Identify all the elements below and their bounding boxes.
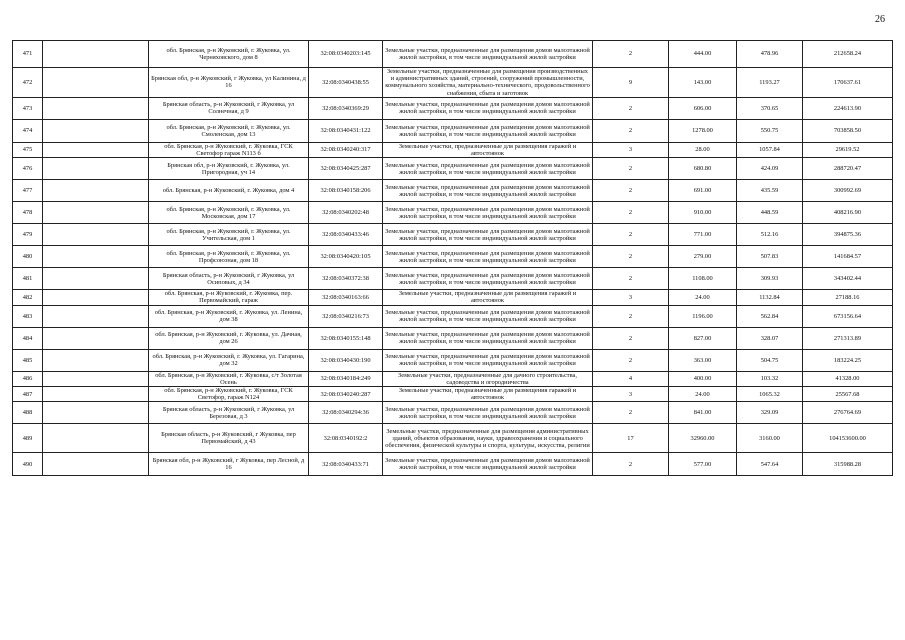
land-use-cell: Земельные участки, предназначенные для размещения домов малоэтажной жилой застройки, в том числе индивидуальной жилой застройки: [383, 246, 593, 268]
cadastral-number-cell: 32:08:0340240:317: [309, 142, 383, 157]
address-cell: обл. Брянская, р-н Жуковский, г. Жуковка, ул. Смоленская, дом 13: [149, 119, 309, 142]
blank-cell: [43, 180, 149, 202]
row-number-cell: 475: [13, 142, 43, 157]
cadastral-number-cell: 32:08:0340420:105: [309, 246, 383, 268]
cadastral-number-cell: 32:08:0340203:145: [309, 41, 383, 68]
cadastral-number-cell: 32:08:0340192:2: [309, 424, 383, 453]
specific-value-cell: 1057.84: [737, 142, 803, 157]
address-cell: обл. Брянская, р-н Жуковский, г. Жуковка, дом 4: [149, 180, 309, 202]
blank-cell: [43, 41, 149, 68]
area-cell: 143.00: [669, 68, 737, 98]
cadastral-number-cell: 32:08:0340158:206: [309, 180, 383, 202]
group-cell: 2: [593, 158, 669, 180]
group-cell: 2: [593, 246, 669, 268]
land-use-cell: Земельные участки, предназначенные для размещения гаражей и автостоянок: [383, 387, 593, 402]
row-number-cell: 483: [13, 305, 43, 327]
table-row: [13, 371, 893, 386]
group-cell: 4: [593, 371, 669, 386]
land-use-cell: Земельные участки, предназначенные для размещения производственных и административных зданий, строений, сооружений промышленности, коммунального хозяйства, материально-технического, продовольственного снабжения, сбыта и заготовок: [383, 68, 593, 98]
group-cell: 2: [593, 453, 669, 476]
table-row: [13, 402, 893, 424]
table-row: [13, 305, 893, 327]
area-cell: 28.00: [669, 142, 737, 157]
blank-cell: [43, 158, 149, 180]
group-cell: 3: [593, 290, 669, 305]
blank-cell: [43, 305, 149, 327]
group-cell: 2: [593, 268, 669, 290]
blank-cell: [43, 268, 149, 290]
row-number-cell: 484: [13, 327, 43, 349]
table-row: [13, 119, 893, 142]
row-number-cell: 474: [13, 119, 43, 142]
address-cell: Брянская область, р-н Жуковский, г Жуковка, ул Березовая, д 3: [149, 402, 309, 424]
land-use-cell: Земельные участки, предназначенные для размещения домов малоэтажной жилой застройки, в том числе индивидуальной жилой застройки: [383, 224, 593, 246]
cadastral-value-cell: 408216.90: [803, 202, 893, 224]
specific-value-cell: 309.93: [737, 268, 803, 290]
cadastral-value-cell: 271313.89: [803, 327, 893, 349]
land-use-cell: Земельные участки, предназначенные для размещения домов малоэтажной жилой застройки, в том числе индивидуальной жилой застройки: [383, 453, 593, 476]
specific-value-cell: 550.75: [737, 119, 803, 142]
area-cell: 1108.00: [669, 268, 737, 290]
address-cell: обл. Брянская, р-н Жуковский, г. Жуковка, пер. Первомайский, гараж: [149, 290, 309, 305]
blank-cell: [43, 246, 149, 268]
group-cell: 9: [593, 68, 669, 98]
address-cell: Брянская обл, р-н Жуковский, г. Жуковка, ул. Пригородная, уч 14: [149, 158, 309, 180]
blank-cell: [43, 290, 149, 305]
group-cell: 2: [593, 119, 669, 142]
table-row: [13, 453, 893, 476]
address-cell: обл. Брянская, р-н Жуковский, г. Жуковка, ул. Дачная, дом 26: [149, 327, 309, 349]
blank-cell: [43, 119, 149, 142]
land-use-cell: Земельные участки, предназначенные для размещения домов малоэтажной жилой застройки, в том числе индивидуальной жилой застройки: [383, 349, 593, 371]
row-number-cell: 485: [13, 349, 43, 371]
table-row: [13, 387, 893, 402]
specific-value-cell: 435.59: [737, 180, 803, 202]
cadastral-number-cell: 32:08:0340216:73: [309, 305, 383, 327]
table-row: [13, 290, 893, 305]
cadastral-number-cell: 32:08:0340184:249: [309, 371, 383, 386]
table-row: [13, 424, 893, 453]
cadastral-value-cell: 224613.90: [803, 97, 893, 119]
row-number-cell: 471: [13, 41, 43, 68]
cadastral-value-cell: 170637.61: [803, 68, 893, 98]
specific-value-cell: 1065.32: [737, 387, 803, 402]
cadastral-number-cell: 32:08:0340294:36: [309, 402, 383, 424]
cadastral-number-cell: 32:08:0340155:148: [309, 327, 383, 349]
land-use-cell: Земельные участки, предназначенные для размещения гаражей и автостоянок: [383, 142, 593, 157]
blank-cell: [43, 387, 149, 402]
blank-cell: [43, 202, 149, 224]
cadastral-value-cell: 212658.24: [803, 41, 893, 68]
cadastral-number-cell: 32:08:0340438:55: [309, 68, 383, 98]
area-cell: 24.00: [669, 387, 737, 402]
table-row: [13, 158, 893, 180]
blank-cell: [43, 371, 149, 386]
cadastral-number-cell: 32:08:0340163:66: [309, 290, 383, 305]
blank-cell: [43, 327, 149, 349]
address-cell: обл. Брянская, р-н Жуковский, г. Жуковка, ГСК Светофор, гараж N124: [149, 387, 309, 402]
area-cell: 606.00: [669, 97, 737, 119]
land-use-cell: Земельные участки, предназначенные для размещения гаражей и автостоянок: [383, 290, 593, 305]
address-cell: обл. Брянская, р-н Жуковский, г. Жуковка, ул. Московская, дом 17: [149, 202, 309, 224]
land-use-cell: Земельные участки, предназначенные для дачного строительства, садоводства и огородничества: [383, 371, 593, 386]
address-cell: Брянская область, р-н Жуковский, г Жуковка, ул Солнечная, д 9: [149, 97, 309, 119]
specific-value-cell: 103.32: [737, 371, 803, 386]
area-cell: 24.00: [669, 290, 737, 305]
specific-value-cell: 504.75: [737, 349, 803, 371]
row-number-cell: 490: [13, 453, 43, 476]
cadastral-value-cell: 25567.68: [803, 387, 893, 402]
table-row: [13, 224, 893, 246]
cadastral-value-cell: 673156.64: [803, 305, 893, 327]
address-cell: Брянская обл, р-н Жуковский, г Жуковка, ул Калинина, д 16: [149, 68, 309, 98]
address-cell: обл. Брянская, р-н Жуковский, г. Жуковка, ул. Учительская, дом 1: [149, 224, 309, 246]
table-row: [13, 268, 893, 290]
address-cell: обл. Брянская, р-н Жуковский, г. Жуковка, ул. Черняховского, дом 8: [149, 41, 309, 68]
specific-value-cell: 1193.27: [737, 68, 803, 98]
land-use-cell: Земельные участки, предназначенные для размещения домов малоэтажной жилой застройки, в том числе индивидуальной жилой застройки: [383, 305, 593, 327]
land-use-cell: Земельные участки, предназначенные для размещения домов малоэтажной жилой застройки, в том числе индивидуальной жилой застройки: [383, 158, 593, 180]
area-cell: 1278.00: [669, 119, 737, 142]
specific-value-cell: 328.07: [737, 327, 803, 349]
blank-cell: [43, 349, 149, 371]
table-row: [13, 246, 893, 268]
specific-value-cell: 3160.00: [737, 424, 803, 453]
row-number-cell: 482: [13, 290, 43, 305]
page-number: 26: [875, 14, 885, 25]
cadastral-number-cell: 32:08:0340425:287: [309, 158, 383, 180]
group-cell: 2: [593, 402, 669, 424]
cadastral-value-cell: 276764.69: [803, 402, 893, 424]
specific-value-cell: 329.09: [737, 402, 803, 424]
group-cell: 2: [593, 180, 669, 202]
row-number-cell: 481: [13, 268, 43, 290]
row-number-cell: 487: [13, 387, 43, 402]
area-cell: 771.00: [669, 224, 737, 246]
table-row: [13, 97, 893, 119]
cadastral-value-cell: 300992.69: [803, 180, 893, 202]
address-cell: Брянская область, р-н Жуковский, г Жуковка, ул Осиповых, д 34: [149, 268, 309, 290]
area-cell: 1196.00: [669, 305, 737, 327]
table-row: [13, 327, 893, 349]
group-cell: 17: [593, 424, 669, 453]
cadastral-number-cell: 32:08:0340202:48: [309, 202, 383, 224]
cadastral-value-cell: 315988.28: [803, 453, 893, 476]
table-row: [13, 180, 893, 202]
table-row: [13, 349, 893, 371]
address-cell: Брянская область, р-н Жуковский, г Жуковка, пер Первомайский, д 43: [149, 424, 309, 453]
specific-value-cell: 507.83: [737, 246, 803, 268]
area-cell: 827.00: [669, 327, 737, 349]
cadastral-value-cell: 104153600.00: [803, 424, 893, 453]
specific-value-cell: 512.16: [737, 224, 803, 246]
row-number-cell: 473: [13, 97, 43, 119]
table-row: [13, 202, 893, 224]
cadastral-value-cell: 343402.44: [803, 268, 893, 290]
cadastral-number-cell: 32:08:0340431:122: [309, 119, 383, 142]
blank-cell: [43, 424, 149, 453]
address-cell: обл. Брянская, р-н Жуковский, г. Жуковка, ул. Профсоюзная, дом 18: [149, 246, 309, 268]
table-row: [13, 41, 893, 68]
group-cell: 2: [593, 41, 669, 68]
address-cell: обл. Брянская, р-н Жуковский, г. Жуковка, с/т Золотая Осень: [149, 371, 309, 386]
registry-body: [13, 41, 893, 476]
group-cell: 2: [593, 202, 669, 224]
specific-value-cell: 448.59: [737, 202, 803, 224]
row-number-cell: 488: [13, 402, 43, 424]
land-use-cell: Земельные участки, предназначенные для размещения домов малоэтажной жилой застройки, в том числе индивидуальной жилой застройки: [383, 41, 593, 68]
cadastral-value-cell: 41328.00: [803, 371, 893, 386]
area-cell: 400.00: [669, 371, 737, 386]
row-number-cell: 477: [13, 180, 43, 202]
specific-value-cell: 370.65: [737, 97, 803, 119]
row-number-cell: 480: [13, 246, 43, 268]
cadastral-value-cell: 27188.16: [803, 290, 893, 305]
address-cell: обл. Брянская, р-н Жуковский, г. Жуковка, ул. Ленина, дом 38: [149, 305, 309, 327]
land-use-cell: Земельные участки, предназначенные для размещения домов малоэтажной жилой застройки, в том числе индивидуальной жилой застройки: [383, 119, 593, 142]
specific-value-cell: 424.09: [737, 158, 803, 180]
blank-cell: [43, 224, 149, 246]
cadastral-number-cell: 32:08:0340372:38: [309, 268, 383, 290]
cadastral-number-cell: 32:08:0340240:287: [309, 387, 383, 402]
cadastral-number-cell: 32:08:0340433:71: [309, 453, 383, 476]
area-cell: 444.00: [669, 41, 737, 68]
row-number-cell: 479: [13, 224, 43, 246]
land-use-cell: Земельные участки, предназначенные для размещения административных зданий, объектов образования, науки, здравоохранения и социального обеспечения, физической культуры и спорта, культуры, искусства, религии: [383, 424, 593, 453]
blank-cell: [43, 142, 149, 157]
address-cell: Брянская обл, р-н Жуковский, г Жуковка, пер Лесной, д 16: [149, 453, 309, 476]
area-cell: 32960.00: [669, 424, 737, 453]
cadastral-number-cell: 32:08:0340430:190: [309, 349, 383, 371]
land-use-cell: Земельные участки, предназначенные для размещения домов малоэтажной жилой застройки, в том числе индивидуальной жилой застройки: [383, 97, 593, 119]
area-cell: 577.00: [669, 453, 737, 476]
area-cell: 691.00: [669, 180, 737, 202]
group-cell: 2: [593, 349, 669, 371]
cadastral-registry-table: [12, 40, 893, 476]
cadastral-value-cell: 288720.47: [803, 158, 893, 180]
row-number-cell: 486: [13, 371, 43, 386]
cadastral-value-cell: 703858.50: [803, 119, 893, 142]
blank-cell: [43, 68, 149, 98]
land-use-cell: Земельные участки, предназначенные для размещения домов малоэтажной жилой застройки, в том числе индивидуальной жилой застройки: [383, 180, 593, 202]
group-cell: 2: [593, 305, 669, 327]
land-use-cell: Земельные участки, предназначенные для размещения домов малоэтажной жилой застройки, в том числе индивидуальной жилой застройки: [383, 202, 593, 224]
specific-value-cell: 547.64: [737, 453, 803, 476]
cadastral-value-cell: 394875.36: [803, 224, 893, 246]
table-row: [13, 142, 893, 157]
land-use-cell: Земельные участки, предназначенные для размещения домов малоэтажной жилой застройки, в том числе индивидуальной жилой застройки: [383, 402, 593, 424]
cadastral-number-cell: 32:08:0340369:29: [309, 97, 383, 119]
specific-value-cell: 562.84: [737, 305, 803, 327]
group-cell: 2: [593, 224, 669, 246]
address-cell: обл. Брянская, р-н Жуковский, г. Жуковка, ГСК Светофор гараж N113 б: [149, 142, 309, 157]
area-cell: 841.00: [669, 402, 737, 424]
row-number-cell: 489: [13, 424, 43, 453]
cadastral-value-cell: 141684.57: [803, 246, 893, 268]
cadastral-value-cell: 183224.25: [803, 349, 893, 371]
area-cell: 363.00: [669, 349, 737, 371]
group-cell: 2: [593, 327, 669, 349]
blank-cell: [43, 97, 149, 119]
area-cell: 910.00: [669, 202, 737, 224]
cadastral-number-cell: 32:08:0340433:46: [309, 224, 383, 246]
specific-value-cell: 478.96: [737, 41, 803, 68]
address-cell: обл. Брянская, р-н Жуковский, г. Жуковка, ул. Гагарина, дом 32: [149, 349, 309, 371]
row-number-cell: 476: [13, 158, 43, 180]
row-number-cell: 478: [13, 202, 43, 224]
area-cell: 680.80: [669, 158, 737, 180]
group-cell: 2: [593, 97, 669, 119]
land-use-cell: Земельные участки, предназначенные для размещения домов малоэтажной жилой застройки, в том числе индивидуальной жилой застройки: [383, 268, 593, 290]
blank-cell: [43, 453, 149, 476]
row-number-cell: 472: [13, 68, 43, 98]
specific-value-cell: 1132.84: [737, 290, 803, 305]
cadastral-value-cell: 29619.52: [803, 142, 893, 157]
blank-cell: [43, 402, 149, 424]
group-cell: 3: [593, 387, 669, 402]
table-row: [13, 68, 893, 98]
area-cell: 279.00: [669, 246, 737, 268]
land-use-cell: Земельные участки, предназначенные для размещения домов малоэтажной жилой застройки, в том числе индивидуальной жилой застройки: [383, 327, 593, 349]
group-cell: 3: [593, 142, 669, 157]
